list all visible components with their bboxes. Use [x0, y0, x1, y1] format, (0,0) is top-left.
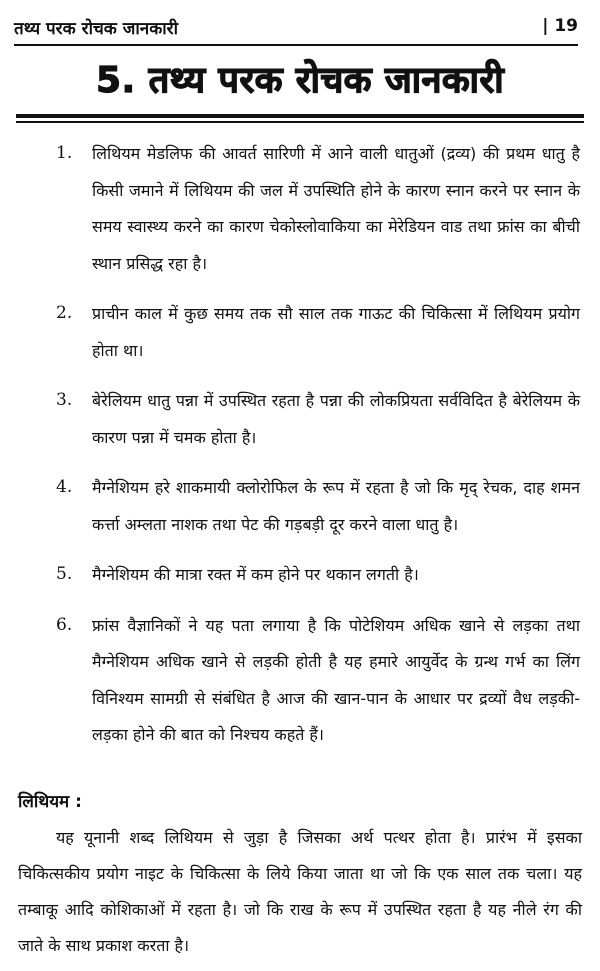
running-header — [14, 14, 578, 46]
fact-text: लिथियम मेडलिफ की आवर्त सारिणी में आने वाली धातुओं (द्रव्य) की प्रथम धातु है किसी जमाने में लिथियम की जल में उपस्थिति होने के कारण स्नान करने पर स्नान के समय स्वास्थ्य करने का कारण चेकोस्लोवाकिया का मेरेडियन वाड तथा फ्रांस का बीची स्थान प्रसिद्ध रहा है। — [92, 144, 580, 273]
fact-item-5 — [0, 557, 600, 594]
fact-number: 4. — [56, 477, 73, 497]
fact-number: 5. — [56, 564, 73, 584]
fact-number: 2. — [56, 303, 73, 323]
fact-list — [0, 136, 600, 768]
fact-number: 3. — [56, 390, 73, 410]
section-paragraph: यह यूनानी शब्द लिथियम से जुड़ा है जिसका अर्थ पत्थर होता है। प्रारंभ में इसका चिकित्सकीय प्रयोग नाइट के चिकित्सा के लिये किया जाता था जो कि एक साल तक चला। यह तम्बाकू आदि कोशिकाओं में रहता है। जो कि राख के रूप में उपस्थित रहता है यह नीले रंग की जाते के साथ प्रकाश करता है। — [18, 828, 582, 955]
running-title: तथ्य परक रोचक जानकारी — [14, 19, 179, 39]
section-heading-lithium: लिथियम : — [18, 792, 82, 812]
chapter-heading: 5. तथ्य परक रोचक जानकारी — [95, 60, 505, 101]
fact-item-2 — [0, 296, 600, 369]
fact-number: 1. — [56, 143, 73, 163]
fact-item-4 — [0, 470, 600, 543]
fact-text: फ्रांस वैज्ञानिकों ने यह पता लगाया है कि पोटेशियम अधिक खाने से लड़का तथा मैग्नेशियम अधिक खाने से लड़की होती है यह हमारे आयुर्वेद के ग्रन्थ गर्भ का लिंग विनिश्यम सामग्री से संबंधित है आज की खान-पान के आधार पर द्रव्यों वैध लड़की-लड़का होने की बात को निश्चय कहते हैं। — [92, 615, 580, 744]
fact-item-3 — [0, 383, 600, 456]
fact-item-1 — [0, 136, 600, 282]
fact-item-6 — [0, 608, 600, 754]
heading-rule-thin — [16, 121, 584, 123]
fact-number: 6. — [56, 614, 73, 635]
page-number: | 19 — [542, 16, 578, 36]
fact-text: बेरेलियम धातु पन्ना में उपस्थित रहता है पन्ना की लोकप्रियता सर्वविदित है बेरेलियम के कारण पन्ना में चमक होता है। — [92, 391, 580, 447]
fact-text: प्राचीन काल में कुछ समय तक सौ साल तक गाऊट की चिकित्सा में लिथियम प्रयोग होता था। — [92, 304, 580, 360]
fact-text: मैग्नेशियम हरे शाकमायी क्लोरोफिल के रूप में रहता है जो कि मृद् रेचक, दाह शमन कर्त्ता अम्लता नाशक तथा पेट की गड़बड़ी दूर करने वाला धातु है। — [92, 478, 580, 534]
fact-text: मैग्नेशियम की मात्रा रक्त में कम होने पर थकान लगती है। — [92, 565, 419, 584]
heading-rule-thick — [16, 114, 584, 118]
